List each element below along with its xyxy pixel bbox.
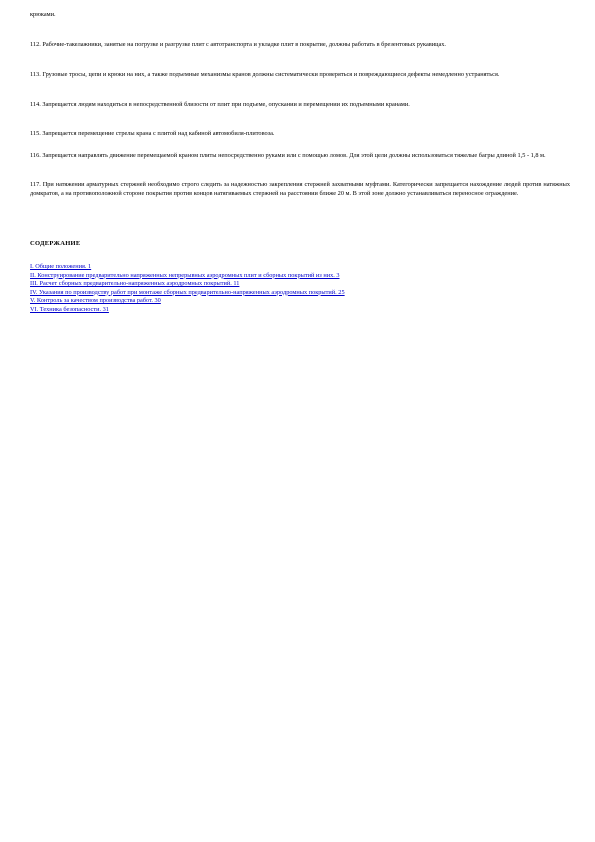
toc-link-2[interactable]: II. Конструирование предварительно напряженных непрерывных аэродромных плит и сборных покрытий из них. 3 (30, 271, 340, 279)
paragraph-continuation: крюками. (30, 11, 56, 18)
toc-link-4[interactable]: IV. Указания по производству работ при монтаже сборных предварительно-напряженных аэродромных покрытий. 25 (30, 288, 345, 296)
paragraph-112: 112. Рабочие-такелажники, занятые на погрузке и разгрузке плит с автотранспорта и укладке плит в покрытие, должны работать в брезентовых рукавицах. (30, 41, 447, 48)
paragraph-114: 114. Запрещается людям находиться в непосредственной близости от плит при подъеме, опускании и перемещении их подъемными кранами. (30, 101, 410, 108)
toc-item (30, 297, 575, 306)
paragraph-116: 116. Запрещается направлять движение перемещаемой краном плиты непосредственно руками или с помощью ломов. Для этой цели должны использоваться тяжелые багры длиной 1,5 - 1,8 м. (30, 152, 546, 159)
toc-item (30, 306, 575, 315)
toc-heading: СОДЕРЖАНИЕ (30, 240, 81, 247)
toc-item (30, 280, 575, 289)
toc-link-1[interactable]: I. Общие положения. 1 (30, 263, 92, 270)
toc-item (30, 289, 575, 298)
toc-link-3[interactable]: III. Расчет сборных предварительно-напряженных аэродромных покрытий. 11 (30, 280, 240, 287)
toc-item (30, 263, 575, 272)
table-of-contents (30, 263, 575, 314)
toc-link-5[interactable]: V. Контроль за качеством производства работ. 30 (30, 297, 161, 304)
paragraph-115: 115. Запрещается перемещение стрелы крана с плитой над кабиной автомобиля-плитовоза. (30, 130, 275, 137)
toc-link-6[interactable]: VI. Техника безопасности. 31 (30, 305, 109, 313)
paragraph-113: 113. Грузовые тросы, цепи и крюки на них, а также подъемные механизмы кранов должны систематически проверяться и повреждающиеся дефекты немедленно устраняться. (30, 71, 500, 78)
paragraph-117: 117. При натяжении арматурных стержней необходимо строго следить за надежностью закрепления стержней захватными муфтами. Категорически запрещается нахождение людей против натяжных домкратов, а на противоположной стороне покрытия против концов натягиваемых стержней на расстоянии ближе 20 м. В этой зоне должно устанавливаться переносное ограждение. (30, 181, 570, 197)
toc-item (30, 272, 575, 281)
